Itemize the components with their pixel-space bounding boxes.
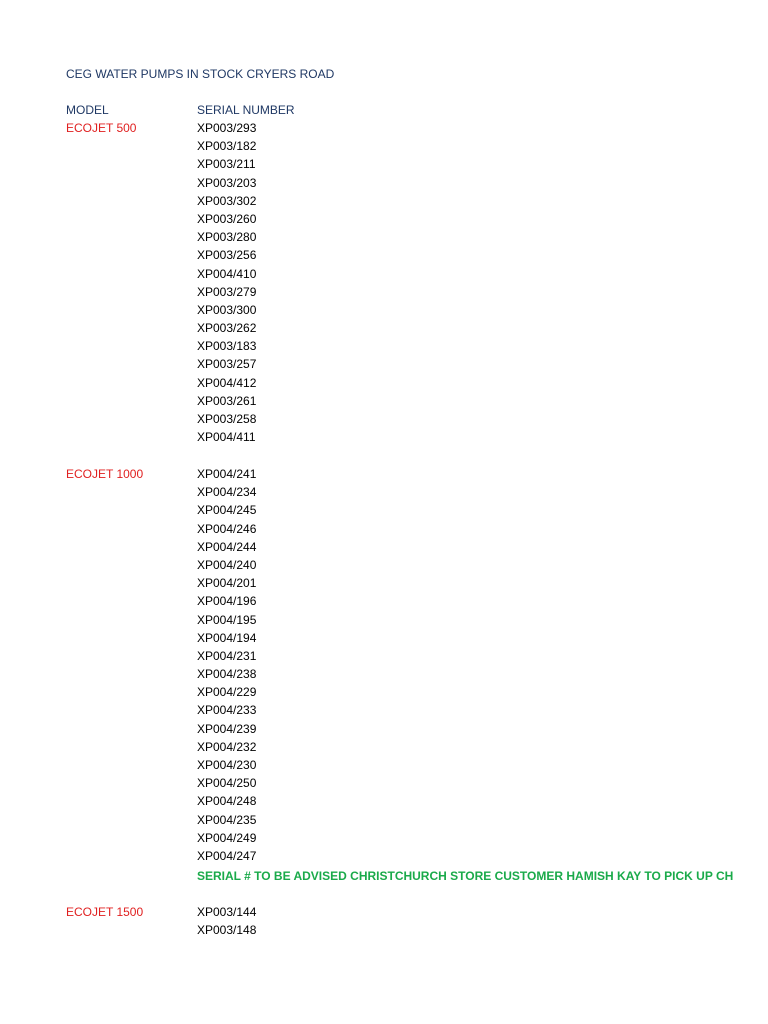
serial-number-row — [197, 849, 256, 867]
serial-number: XP003/262 — [197, 321, 257, 336]
serial-number: XP003/211 — [197, 157, 256, 172]
serial-number: XP004/241 — [197, 467, 257, 481]
serial-number: XP003/148 — [197, 923, 257, 938]
serial-number-row — [197, 430, 256, 448]
serial-number-row — [197, 321, 256, 339]
serial-number-row — [197, 285, 256, 303]
serial-number: XP003/261 — [197, 393, 257, 408]
serial-number-row — [197, 121, 256, 139]
serial-number: XP004/240 — [197, 557, 257, 572]
column-header-model: MODEL — [66, 103, 109, 117]
serial-number-row — [197, 194, 256, 212]
serial-number-row — [197, 594, 256, 612]
serial-number-row — [197, 339, 256, 357]
serial-number-row — [197, 794, 256, 812]
serial-number-row — [197, 558, 256, 576]
serial-number-row — [197, 540, 256, 558]
serial-number: XP004/229 — [197, 685, 257, 700]
column-header-serial-number: SERIAL NUMBER — [197, 103, 295, 117]
serial-number: XP004/201 — [197, 576, 257, 591]
serial-number: XP003/293 — [197, 121, 257, 135]
advisory-note: SERIAL # TO BE ADVISED CHRISTCHURCH STORE CUSTOMER HAMISH KAY TO PICK UP CH — [197, 869, 734, 883]
serial-number: XP003/183 — [197, 339, 257, 354]
model-name: ECOJET 1000 — [66, 467, 144, 481]
serial-number-row — [197, 357, 256, 375]
serial-number-row — [197, 267, 256, 285]
serial-number: XP003/257 — [197, 357, 257, 372]
serial-number: XP004/233 — [197, 703, 257, 718]
serial-number: XP004/412 — [197, 375, 257, 390]
model-name: ECOJET 1500 — [66, 905, 144, 919]
serial-number-row — [197, 722, 256, 740]
serial-number-list — [197, 121, 256, 448]
serial-number-row — [197, 758, 256, 776]
serial-number-row — [197, 157, 256, 175]
serial-number-row — [197, 613, 256, 631]
serial-number: XP004/247 — [197, 848, 257, 863]
serial-number-list — [197, 905, 256, 941]
serial-number-row — [197, 685, 256, 703]
serial-number: XP003/182 — [197, 139, 257, 154]
page-title: CEG WATER PUMPS IN STOCK CRYERS ROAD — [66, 67, 335, 81]
serial-number-row — [197, 831, 256, 849]
serial-number: XP004/231 — [197, 648, 257, 663]
serial-number: XP004/230 — [197, 758, 257, 772]
serial-number-row — [197, 485, 256, 503]
serial-number-row — [197, 649, 256, 667]
serial-number-row — [197, 740, 256, 758]
serial-number-list — [197, 467, 256, 867]
serial-number: XP003/300 — [197, 302, 257, 317]
serial-number-row — [197, 503, 256, 521]
serial-number: XP004/234 — [197, 485, 257, 500]
serial-number: XP004/246 — [197, 521, 257, 536]
serial-number: XP004/195 — [197, 612, 257, 627]
serial-number-row — [197, 303, 256, 321]
serial-number: XP004/248 — [197, 794, 257, 809]
serial-number-row — [197, 139, 256, 157]
serial-number-row — [197, 905, 256, 923]
serial-number-row — [197, 467, 256, 485]
serial-number-row — [197, 230, 256, 248]
serial-number: XP004/239 — [197, 721, 257, 736]
serial-number: XP004/235 — [197, 812, 257, 827]
serial-number-row — [197, 412, 256, 430]
serial-number-row — [197, 522, 256, 540]
serial-number-row — [197, 813, 256, 831]
serial-number: XP003/260 — [197, 211, 257, 226]
serial-number: XP004/232 — [197, 739, 257, 754]
serial-number: XP003/258 — [197, 412, 257, 426]
serial-number-row — [197, 923, 256, 941]
serial-number: XP004/245 — [197, 503, 257, 518]
serial-number: XP003/256 — [197, 248, 257, 263]
serial-number: XP003/279 — [197, 284, 257, 299]
serial-number: XP004/238 — [197, 667, 257, 682]
serial-number: XP004/411 — [197, 430, 256, 445]
serial-number-row — [197, 376, 256, 394]
serial-number-row — [197, 776, 256, 794]
serial-number: XP004/244 — [197, 539, 257, 554]
serial-number-row — [197, 212, 256, 230]
serial-number-row — [197, 631, 256, 649]
serial-number: XP003/302 — [197, 193, 257, 208]
serial-number: XP003/144 — [197, 905, 257, 919]
serial-number-row — [197, 248, 256, 266]
serial-number-row — [197, 394, 256, 412]
serial-number: XP004/249 — [197, 830, 257, 845]
serial-number: XP004/410 — [197, 266, 257, 281]
serial-number-row — [197, 703, 256, 721]
serial-number: XP004/194 — [197, 630, 257, 645]
serial-number-row — [197, 576, 256, 594]
serial-number: XP004/250 — [197, 776, 257, 791]
serial-number: XP003/280 — [197, 230, 257, 245]
serial-number-row — [197, 667, 256, 685]
serial-number: XP004/196 — [197, 594, 257, 609]
model-name: ECOJET 500 — [66, 121, 137, 135]
serial-number-row — [197, 176, 256, 194]
serial-number: XP003/203 — [197, 175, 257, 190]
